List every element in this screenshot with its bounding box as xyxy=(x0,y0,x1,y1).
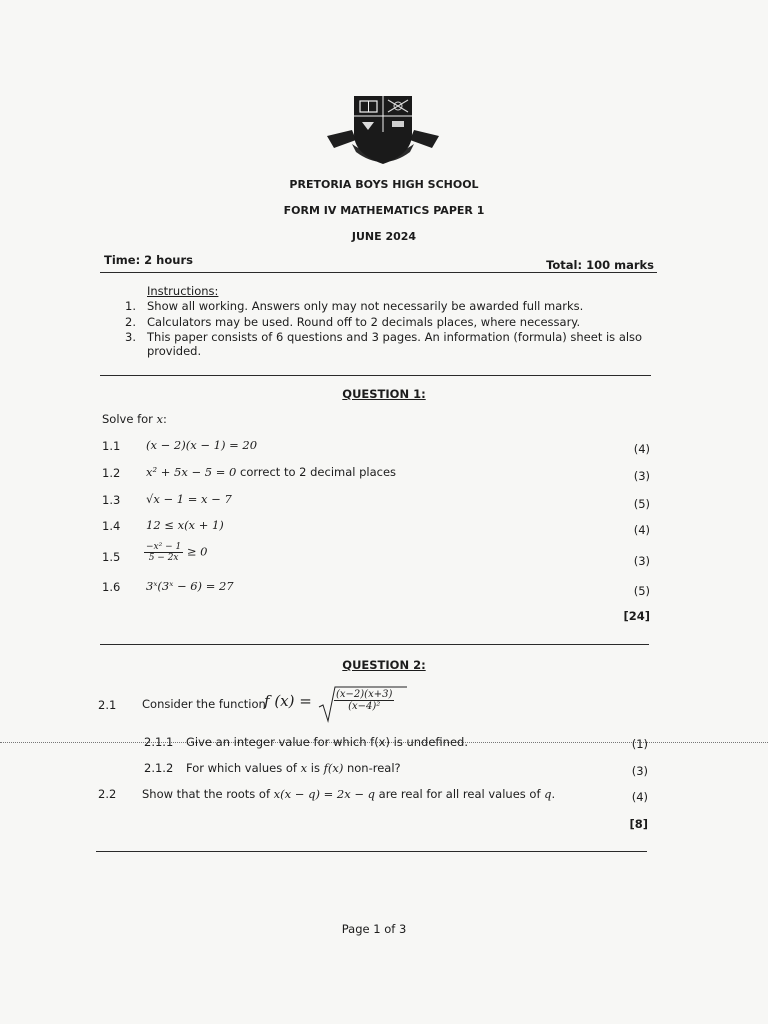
q2-2-text: Show that the roots of x(x − q) = 2x − q are real for all real values of q. xyxy=(142,787,556,801)
instructions-heading: Instructions: xyxy=(147,284,219,298)
q1-6-number: 1.6 xyxy=(102,580,121,594)
q1-1-number: 1.1 xyxy=(102,439,121,453)
q2-1-1-text: Give an integer value for which f(x) is undefined. xyxy=(186,735,468,749)
q2-1-number: 2.1 xyxy=(98,698,117,712)
q1-5-expression: $\frac{\text{−x² − 1}}{5 - 2x}$ ≥ 0 xyxy=(146,542,208,563)
question-2-title: QUESTION 2: xyxy=(342,658,426,672)
school-crest xyxy=(322,92,444,172)
paper-title: FORM IV MATHEMATICS PAPER 1 xyxy=(283,204,485,217)
instruction-1: Show all working. Answers only may not necessarily be awarded full marks. xyxy=(147,299,584,313)
q1-2-number: 1.2 xyxy=(102,466,121,480)
page-number: Page 1 of 3 xyxy=(341,922,407,936)
q1-1-marks: (4) xyxy=(633,442,650,456)
instruction-3-cont: provided. xyxy=(147,344,202,358)
q2-2-marks: (4) xyxy=(631,790,648,804)
q1-2-expression: x² + 5x − 5 = 0 correct to 2 decimal places xyxy=(146,465,397,479)
q2-1-fraction: $\frac{(x-2)(x+3)}{\text{(x−4)²}}$ xyxy=(336,689,393,712)
question-1-total: [24] xyxy=(623,609,650,623)
instruction-3-num: 3. xyxy=(125,330,136,344)
instructions-divider xyxy=(100,375,651,376)
instruction-2: Calculators may be used. Round off to 2 decimals places, where necessary. xyxy=(147,315,581,329)
q1-5-number: 1.5 xyxy=(102,550,121,564)
question-1-intro: Solve for x: xyxy=(102,412,167,426)
q1-3-marks: (5) xyxy=(633,497,650,511)
q1-6-expression: 3ˣ(3ˣ − 6) = 27 xyxy=(146,579,234,593)
q2-1-1-marks: (1) xyxy=(631,737,648,751)
q2-2-number: 2.2 xyxy=(98,787,117,801)
q2-1-2-number: 2.1.2 xyxy=(144,761,174,775)
instruction-1-num: 1. xyxy=(125,299,136,313)
q1-3-expression: √x − 1 = x − 7 xyxy=(146,492,232,506)
q2-1-text: Consider the function xyxy=(142,697,266,711)
question-2-divider xyxy=(96,851,647,852)
instruction-2-num: 2. xyxy=(125,315,136,329)
q2-1-2-marks: (3) xyxy=(631,764,648,778)
question-2-total: [8] xyxy=(629,817,648,831)
q2-1-2-text: For which values of x is f(x) non-real? xyxy=(186,761,401,775)
q2-1-1-number: 2.1.1 xyxy=(144,735,174,749)
header-divider xyxy=(100,272,657,273)
q1-4-marks: (4) xyxy=(633,523,650,537)
q1-1-expression: (x − 2)(x − 1) = 20 xyxy=(146,438,258,452)
q2-1-function-name: f (x) = xyxy=(264,692,312,710)
q1-4-expression: 12 ≤ x(x + 1) xyxy=(146,518,224,532)
instruction-3: This paper consists of 6 questions and 3 pages. An information (formula) sheet is also xyxy=(147,330,643,344)
q1-3-number: 1.3 xyxy=(102,493,121,507)
question-1-divider xyxy=(100,644,649,645)
school-name: PRETORIA BOYS HIGH SCHOOL xyxy=(289,178,479,191)
exam-date: JUNE 2024 xyxy=(351,230,417,243)
exam-duration: Time: 2 hours xyxy=(104,253,193,267)
q1-4-number: 1.4 xyxy=(102,519,121,533)
q1-2-marks: (3) xyxy=(633,469,650,483)
total-marks: Total: 100 marks xyxy=(546,258,654,272)
question-1-title: QUESTION 1: xyxy=(342,387,426,401)
q1-6-marks: (5) xyxy=(633,584,650,598)
q1-5-marks: (3) xyxy=(633,554,650,568)
